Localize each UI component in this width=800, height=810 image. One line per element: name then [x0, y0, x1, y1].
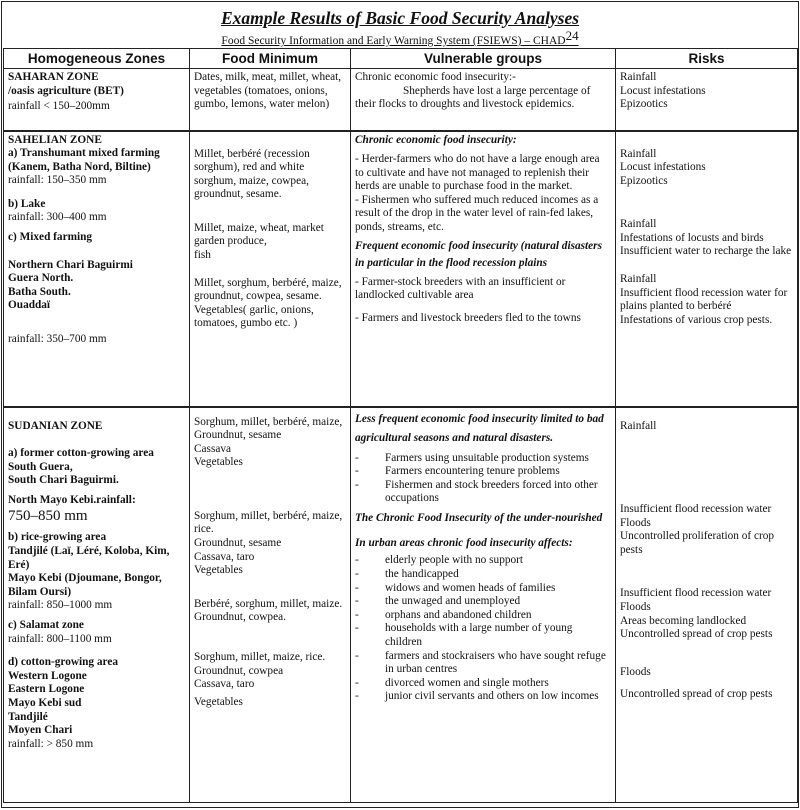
- header-food: Food Minimum: [190, 49, 351, 69]
- sahelian-row: [4, 131, 798, 407]
- sudanian-a-place: South Chari Baguirmi.: [8, 474, 119, 487]
- sudanian-risk: Floods: [620, 665, 651, 678]
- header-zones: Homogeneous Zones: [4, 49, 190, 69]
- sudanian-c-label: c) Salamat zone: [8, 619, 84, 632]
- sudanian-food-a: Groundnut, sesame: [194, 429, 282, 442]
- sudanian-vul-h3: In urban areas chronic food insecurity affects:: [355, 536, 573, 549]
- sudanian-food-a: Vegetables: [194, 456, 243, 469]
- sudanian-risk: Rainfall: [620, 419, 657, 432]
- sudanian-vul-h2: The Chronic Food Insecurity of the under-nourished: [355, 511, 603, 524]
- sudanian-risk: Uncontrolled spread of crop pests: [620, 688, 773, 701]
- sudanian-risk: Areas becoming landlocked: [620, 614, 747, 627]
- sudanian-b-places2: Mayo Kebi (Djoumane, Bongor, Bilam Oursi): [8, 572, 162, 598]
- sahelian-a-sub: (Kanem, Batha Nord, Biltine): [8, 160, 151, 173]
- food-security-table: [3, 48, 798, 803]
- sahelian-risk: Locust infestations: [620, 161, 706, 174]
- saharan-food-cell: Dates, milk, meat, millet, wheat, vegetables (tomatoes, onions, gumbo, lemons, water melon): [190, 69, 351, 131]
- sudanian-zone-name: SUDANIAN ZONE: [8, 419, 103, 432]
- header-vulnerable: Vulnerable groups: [351, 49, 616, 69]
- sudanian-a-label: a) former cotton-growing area: [8, 447, 154, 460]
- sahelian-risk: Infestations of locusts and birds: [620, 231, 764, 244]
- sudanian-d-rain: rainfall: > 850 mm: [8, 737, 94, 750]
- sudanian-risk: Insufficient flood recession water: [620, 503, 772, 516]
- sahelian-a-label: a) Transhumant mixed farming: [8, 147, 160, 160]
- sudanian-a-rain-big: 750–850 mm: [8, 508, 88, 525]
- document-page: [1, 1, 799, 808]
- sudanian-d-place: Western Logone: [8, 669, 87, 682]
- sahelian-c-place: Batha South.: [8, 285, 71, 298]
- sudanian-vul-urban: - households with a large number of young children: [355, 622, 573, 649]
- sudanian-a-place: South Guera,: [8, 460, 73, 473]
- sahelian-vul-h2: Frequent economic food insecurity (natural disasters in particular in the flood recession plains: [355, 239, 602, 269]
- sahelian-zone-name: SAHELIAN ZONE: [8, 133, 102, 146]
- sudanian-vul-urban: - junior civil servants and others on low incomes: [355, 690, 599, 703]
- saharan-risk: Locust infestations: [620, 84, 706, 97]
- sahelian-vulnerable-cell: [351, 131, 616, 407]
- sudanian-food-c: Berbéré, sorghum, millet, maize.: [194, 597, 343, 610]
- saharan-risk: Rainfall: [620, 71, 657, 83]
- sahelian-risk: Epizootics: [620, 174, 668, 187]
- sudanian-vul-urban: - farmers and stockraisers who have sought refuge in urban centres: [355, 649, 606, 676]
- sahelian-c-rain: rainfall: 350–700 mm: [8, 333, 107, 346]
- sahelian-vul-h1: Chronic economic food insecurity:: [355, 133, 517, 146]
- sahelian-food-c: Millet, sorghum, berbéré, maize, groundnut, cowpea, sesame. Vegetables( garlic, onions, tomatoes, gumbo etc. ): [194, 276, 342, 330]
- saharan-risks-cell: [616, 69, 798, 131]
- sudanian-c-rain: rainfall: 800–1100 mm: [8, 632, 112, 645]
- sudanian-risk: Insufficient flood recession water: [620, 587, 772, 600]
- sudanian-a-rain-pre: North Mayo Kebi.rainfall:: [8, 493, 136, 506]
- sahelian-risk: Rainfall: [620, 218, 657, 231]
- sudanian-d-place: Mayo Kebi sud: [8, 697, 82, 709]
- sahelian-risk: Rainfall: [620, 147, 657, 160]
- sudanian-vul-urban: - elderly people with no support: [355, 554, 524, 567]
- page-subtitle: [2, 29, 798, 48]
- sudanian-food-d: Sorghum, millet, maize, rice.: [194, 651, 326, 664]
- saharan-risk: Epizootics: [620, 98, 668, 111]
- sudanian-risk: Floods: [620, 601, 651, 614]
- sudanian-vulnerable-cell: [351, 407, 616, 803]
- sudanian-vul-item: - Fishermen and stock breeders forced into other occupations: [355, 478, 598, 505]
- sahelian-b-label: b) Lake: [8, 197, 46, 210]
- sahelian-risks-cell: [616, 131, 798, 407]
- sudanian-row: [4, 407, 798, 803]
- sahelian-c-place: Ouaddaï: [8, 299, 51, 312]
- sudanian-food-b: Sorghum, millet, berbéré, maize, rice.: [194, 509, 343, 536]
- sudanian-vul-item: - Farmers using unsuitable production systems: [355, 451, 589, 464]
- sudanian-d-label: d) cotton-growing area: [8, 656, 119, 669]
- sudanian-food-cell: [190, 407, 351, 803]
- header-risks: Risks: [616, 49, 798, 69]
- sudanian-food-b: Vegetables: [194, 564, 243, 577]
- sudanian-risk: Uncontrolled proliferation of crop pests: [620, 530, 775, 556]
- sahelian-food-cell: [190, 131, 351, 407]
- sahelian-food-b2: fish: [194, 249, 211, 262]
- sudanian-zone-cell: [4, 407, 190, 803]
- sudanian-vul-h1: Less frequent economic food insecurity limited to bad agricultural seasons and natural disasters.: [355, 412, 604, 444]
- sudanian-vul-urban: - the unwaged and unemployed: [355, 595, 521, 608]
- sudanian-food-b: Cassava, taro: [194, 550, 255, 563]
- sahelian-c-place: Guera North.: [8, 272, 74, 285]
- saharan-zone-name: SAHARAN ZONE: [8, 71, 99, 83]
- sudanian-b-label: b) rice-growing area: [8, 531, 107, 544]
- sahelian-food-a: Millet, berbéré (recession sorghum), red and white sorghum, maize, cowpea, groundnut, sesame.: [194, 147, 310, 201]
- sahelian-vul-item: - Farmers and livestock breeders fled to the towns: [355, 311, 581, 324]
- sahelian-risk: Insufficient flood recession water for plains planted to berbéré: [620, 286, 788, 313]
- saharan-zone-sub: /oasis agriculture (BET): [8, 84, 124, 97]
- saharan-vulnerable-cell: [351, 69, 616, 131]
- sudanian-food-a: Cassava: [194, 442, 232, 455]
- sahelian-c-label: c) Mixed farming: [8, 231, 93, 244]
- sudanian-risk: Floods: [620, 516, 651, 529]
- header-row: [4, 49, 798, 69]
- saharan-zone-cell: [4, 69, 190, 131]
- sudanian-d-place: Moyen Chari: [8, 724, 73, 737]
- sudanian-b-rain: rainfall: 850–1000 mm: [8, 599, 113, 612]
- sahelian-risk: Infestations of various crop pests.: [620, 313, 773, 326]
- sudanian-vul-urban: - the handicapped: [355, 568, 459, 581]
- sudanian-food-c: Groundnut, cowpea.: [194, 611, 286, 624]
- sudanian-d-place: Tandjilé: [8, 710, 48, 723]
- sahelian-c-place: Northern Chari Baguirmi: [8, 258, 133, 271]
- saharan-vul-body: Shepherds have lost a large percentage of their flocks to droughts and livestock epidemics.: [355, 84, 591, 111]
- sahelian-vul-item: - Fishermen who suffered much reduced incomes as a result of the drop in the water level of rain-fed lakes, ponds, streams, etc.: [355, 193, 599, 234]
- saharan-vul-head: Chronic economic food insecurity:-: [355, 71, 516, 83]
- sudanian-risks-cell: [616, 407, 798, 803]
- page-title: Example Results of Basic Food Security Analyses: [220, 8, 580, 28]
- sahelian-b-rain: rainfall: 300–400 mm: [8, 211, 107, 224]
- sudanian-food-b: Groundnut, sesame: [194, 537, 282, 550]
- sudanian-risk: Uncontrolled spread of crop pests: [620, 628, 773, 641]
- sudanian-d-place: Eastern Logone: [8, 683, 85, 696]
- sudanian-food-a: Sorghum, millet, berbéré, maize,: [194, 415, 343, 428]
- sudanian-food-d: Cassava, taro: [194, 678, 255, 691]
- sahelian-food-b: Millet, maize, wheat, market garden produce,: [194, 221, 324, 248]
- sudanian-food-d: Vegetables: [194, 695, 243, 708]
- subtitle-text: Food Security Information and Early Warning System (FSIEWS) – CHAD: [221, 35, 566, 47]
- sudanian-vul-urban: - widows and women heads of families: [355, 581, 556, 594]
- sudanian-food-d: Groundnut, cowpea: [194, 664, 284, 677]
- sahelian-zone-cell: [4, 131, 190, 407]
- sahelian-risk: Insufficient water to recharge the lake: [620, 245, 792, 258]
- sahelian-vul-item: - Farmer-stock breeders with an insufficient or landlocked cultivable area: [355, 275, 566, 302]
- sahelian-risk: Rainfall: [620, 273, 657, 286]
- sahelian-vul-item: - Herder-farmers who do not have a large enough area to cultivate and have not managed to replenish their herds are unable to purchase food in the market.: [355, 153, 600, 193]
- sahelian-a-rain: rainfall: 150–350 mm: [8, 174, 107, 187]
- sudanian-b-places: Tandjilé (Laï, Léré, Koloba, Kim, Eré): [8, 545, 170, 571]
- saharan-row: [4, 69, 798, 131]
- sudanian-vul-urban: - divorced women and single mothers: [355, 676, 549, 689]
- footnote-marker: 24: [565, 28, 579, 43]
- saharan-rainfall: rainfall < 150–200mm: [8, 100, 110, 113]
- sudanian-vul-item: - Farmers encountering tenure problems: [355, 465, 560, 478]
- sudanian-vul-urban: - orphans and abandoned children: [355, 608, 532, 621]
